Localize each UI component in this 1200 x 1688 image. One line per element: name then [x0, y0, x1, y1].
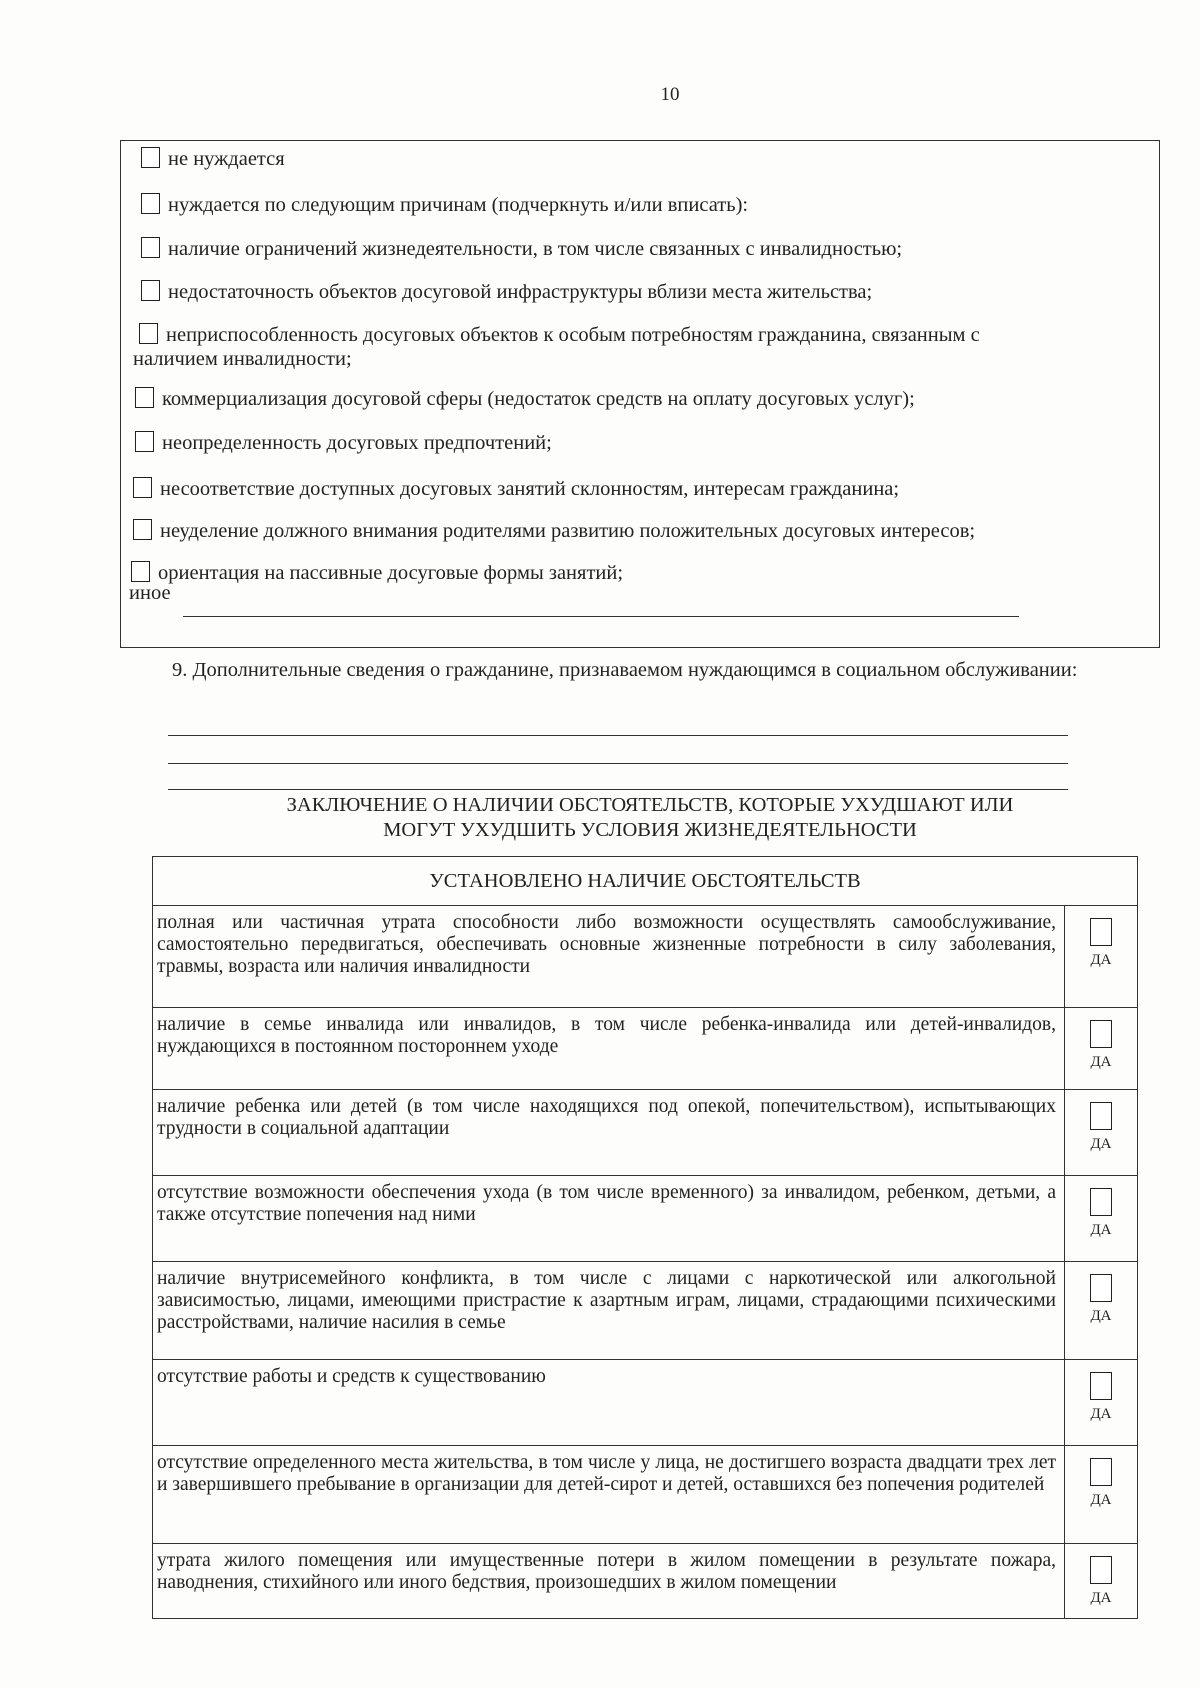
yes-cell — [1065, 1008, 1137, 1089]
checkbox[interactable] — [141, 280, 160, 301]
leisure-needs-box — [120, 140, 1160, 648]
option-reason-5: неопределенность досуговых предпочтений; — [135, 431, 552, 455]
yes-label: ДА — [1090, 952, 1112, 968]
circumstances-table — [152, 856, 1138, 1619]
table-row — [153, 1176, 1137, 1262]
table-row — [153, 1360, 1137, 1446]
yes-checkbox[interactable] — [1090, 1274, 1112, 1302]
option-reason-1: наличие ограничений жизнедеятельности, в том числе связанных с инвалидностью; — [141, 237, 902, 261]
checkbox[interactable] — [141, 237, 160, 258]
table-row — [153, 1262, 1137, 1360]
circumstance-text: утрата жилого помещения или имущественные потери в жилом помещении в результате пожара, наводнения, стихийного или иного бедствия, произошедших в жилом помещении — [153, 1544, 1065, 1618]
yes-label: ДА — [1090, 1406, 1112, 1422]
additional-info-line-3[interactable] — [168, 789, 1068, 790]
yes-checkbox[interactable] — [1090, 1556, 1112, 1584]
checkbox[interactable] — [135, 431, 154, 452]
table-header: УСТАНОВЛЕНО НАЛИЧИЕ ОБСТОЯТЕЛЬСТВ — [153, 857, 1137, 906]
option-reason-3-continuation: наличием инвалидности; — [133, 348, 352, 370]
yes-label: ДА — [1090, 1222, 1112, 1238]
option-reason-7: неуделение должного внимания родителями развитию положительных досуговых интересов; — [133, 519, 975, 543]
yes-cell — [1065, 1262, 1137, 1359]
table-row — [153, 906, 1137, 1008]
yes-label: ДА — [1090, 1590, 1112, 1606]
page-number: 10 — [660, 84, 680, 105]
option-reason-8: ориентация на пассивные досуговые формы занятий; — [131, 561, 623, 585]
checkbox[interactable] — [141, 147, 160, 168]
yes-cell — [1065, 1446, 1137, 1543]
yes-cell — [1065, 906, 1137, 1007]
yes-label: ДА — [1090, 1054, 1112, 1070]
table-row — [153, 1090, 1137, 1176]
yes-checkbox[interactable] — [1090, 1020, 1112, 1048]
other-input-line[interactable] — [183, 616, 1019, 617]
yes-checkbox[interactable] — [1090, 918, 1112, 946]
yes-checkbox[interactable] — [1090, 1188, 1112, 1216]
circumstance-text: отсутствие возможности обеспечения ухода (в том числе временного) за инвалидом, ребенком, детьми, а также отсутствие попечения над ними — [153, 1176, 1065, 1261]
additional-info-line-1[interactable] — [168, 735, 1068, 736]
option-reason-2: недостаточность объектов досуговой инфраструктуры вблизи места жительства; — [141, 280, 872, 304]
circumstance-text: наличие ребенка или детей (в том числе находящихся под опекой, попечительством), испытывающих трудности в социальной адаптации — [153, 1090, 1065, 1175]
yes-cell — [1065, 1360, 1137, 1445]
section-9-label: 9. Дополнительные сведения о гражданине, признаваемом нуждающимся в социальном обслуживании: — [172, 659, 1078, 681]
additional-info-line-2[interactable] — [168, 763, 1068, 764]
table-row — [153, 1544, 1137, 1618]
checkbox[interactable] — [135, 387, 154, 408]
circumstance-text: наличие внутрисемейного конфликта, в том числе с лицами с наркотической или алкогольной зависимостью, лицами, имеющими пристрастие к азартным играм, лицами, страдающими психическими расстройствами, наличие насилия в семье — [153, 1262, 1065, 1359]
yes-checkbox[interactable] — [1090, 1458, 1112, 1486]
table-row — [153, 1446, 1137, 1544]
checkbox[interactable] — [141, 193, 160, 214]
other-label: иное — [129, 582, 171, 604]
option-not-needed: не нуждается — [141, 147, 285, 171]
option-needs-reasons: нуждается по следующим причинам (подчеркнуть и/или вписать): — [141, 193, 748, 217]
option-reason-6: несоответствие доступных досуговых занятий склонностям, интересам гражданина; — [133, 477, 899, 501]
circumstance-text: наличие в семье инвалида или инвалидов, в том числе ребенка-инвалида или детей-инвалидов, нуждающихся в постоянном постороннем уходе — [153, 1008, 1065, 1089]
circumstance-text: полная или частичная утрата способности либо возможности осуществлять самообслуживание, самостоятельно передвигаться, обеспечивать основные жизненные потребности в силу заболевания, травмы, возраста или наличия инвалидности — [153, 906, 1065, 1007]
checkbox[interactable] — [133, 477, 152, 498]
option-reason-4: коммерциализация досуговой сферы (недостаток средств на оплату досуговых услуг); — [135, 387, 915, 411]
table-row — [153, 1008, 1137, 1090]
yes-label: ДА — [1090, 1136, 1112, 1152]
circumstance-text: отсутствие определенного места жительства, в том числе у лица, не достигшего возраста двадцати трех лет и завершившего пребывание в организации для детей-сирот и детей, оставшихся без попечения родителей — [153, 1446, 1065, 1543]
yes-label: ДА — [1090, 1308, 1112, 1324]
yes-checkbox[interactable] — [1090, 1372, 1112, 1400]
conclusion-title: ЗАКЛЮЧЕНИЕ О НАЛИЧИИ ОБСТОЯТЕЛЬСТВ, КОТОРЫЕ УХУДШАЮТ ИЛИ МОГУТ УХУДШИТЬ УСЛОВИЯ ЖИЗНЕДЕЯТЕЛЬНОСТИ — [286, 794, 1014, 841]
yes-checkbox[interactable] — [1090, 1102, 1112, 1130]
yes-cell — [1065, 1544, 1137, 1618]
yes-cell — [1065, 1176, 1137, 1261]
option-reason-3: неприспособленность досуговых объектов к особым потребностям гражданина, связанным с — [139, 323, 980, 347]
checkbox[interactable] — [133, 519, 152, 540]
checkbox[interactable] — [131, 561, 150, 582]
checkbox[interactable] — [139, 323, 158, 344]
yes-label: ДА — [1090, 1492, 1112, 1508]
circumstance-text: отсутствие работы и средств к существованию — [153, 1360, 1065, 1445]
yes-cell — [1065, 1090, 1137, 1175]
